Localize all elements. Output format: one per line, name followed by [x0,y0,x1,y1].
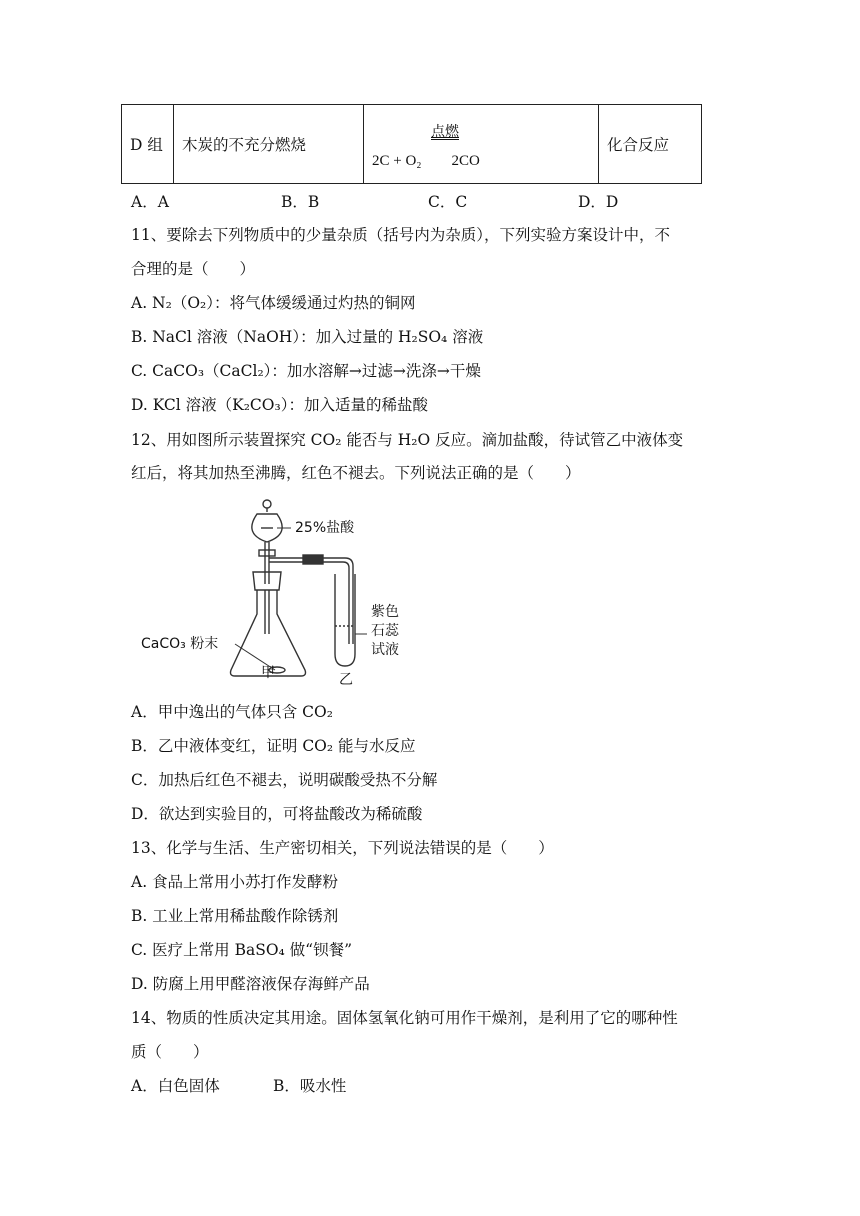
q11-stem-line2: 合理的是（ ） [131,260,256,278]
conical-flask [231,590,306,676]
acid-label: 25%盐酸 [295,520,355,536]
q14-stem-line1: 14、物质的性质决定其用途。固体氢氧化钠可用作干燥剂，是利用了它的哪种性 [131,1009,678,1027]
q14-options [131,1076,346,1096]
q11-option-a: A. N₂（O₂）：将气体缓缓通过灼热的铜网 [131,294,416,312]
tube-label: 乙 [339,672,353,688]
powder-label: CaCO₃ 粉末 [141,636,219,652]
q13-option-d: D. 防腐上用甲醛溶液保存海鲜产品 [131,975,370,993]
q10-option-b: B．B [281,193,320,211]
reaction-type-cell: 化合反应 [599,105,702,184]
q12-stem-line1: 12、用如图所示装置探究 CO₂ 能否与 H₂O 反应。滴加盐酸，待试管乙中液体变 [131,431,684,449]
litmus-label-2: 石蕊 [371,623,399,639]
test-tube [335,574,355,666]
q11-option-d: D. KCl 溶液（K₂CO₃）：加入适量的稀盐酸 [131,396,428,414]
litmus-label-1: 紫色 [371,604,399,620]
equation-condition: 点燃 [431,124,459,140]
q13-stem: 13、化学与生活、生产密切相关，下列说法错误的是（ ） [131,839,554,857]
q14-option-a: A．白色固体 [131,1077,220,1095]
q10-option-d: D．D [578,193,619,211]
flask-label: 甲 [261,665,275,681]
apparatus-diagram [135,494,425,689]
q14-option-b: B．吸水性 [273,1077,347,1095]
q12-option-b: B．乙中液体变红，证明 CO₂ 能与水反应 [131,737,416,755]
table-row [122,105,702,184]
litmus-label-3: 试液 [371,642,399,658]
q13-option-a: A. 食品上常用小苏打作发酵粉 [131,873,339,891]
q11-option-b: B. NaCl 溶液（NaOH）：加入过量的 H₂SO₄ 溶液 [131,328,484,346]
q10-option-c: C．C [428,193,468,211]
q12-option-c: C．加热后红色不褪去，说明碳酸受热不分解 [131,771,438,789]
apparatus-figure [135,494,425,689]
description-cell: 木炭的不充分燃烧 [174,105,364,184]
q12-stem-line2: 红后，将其加热至沸腾，红色不褪去。下列说法正确的是（ ） [131,464,581,482]
q12-option-a: A．甲中逸出的气体只含 CO₂ [131,703,333,721]
q11-stem-line1: 11、要除去下列物质中的少量杂质（括号内为杂质），下列实验方案设计中，不 [131,226,670,244]
equation-cell [364,105,599,184]
q11-option-c: C. CaCO₃（CaCl₂）：加水溶解→过滤→洗涤→干燥 [131,362,481,380]
q10-options [131,192,618,212]
separatory-funnel [252,508,282,542]
q13-option-c: C. 医疗上常用 BaSO₄ 做“钡餐” [131,941,353,959]
rubber-stopper [253,572,281,590]
q14-stem-line2: 质（ ） [131,1043,209,1061]
q13-option-b: B. 工业上常用稀盐酸作除锈剂 [131,907,339,925]
answer-table [121,104,702,184]
q10-option-a: A．A [131,193,169,211]
group-cell: D 组 [122,105,174,184]
q12-option-d: D．欲达到实验目的，可将盐酸改为稀硫酸 [131,805,423,823]
chemical-equation: 2C + O₂ 2CO [372,153,480,169]
